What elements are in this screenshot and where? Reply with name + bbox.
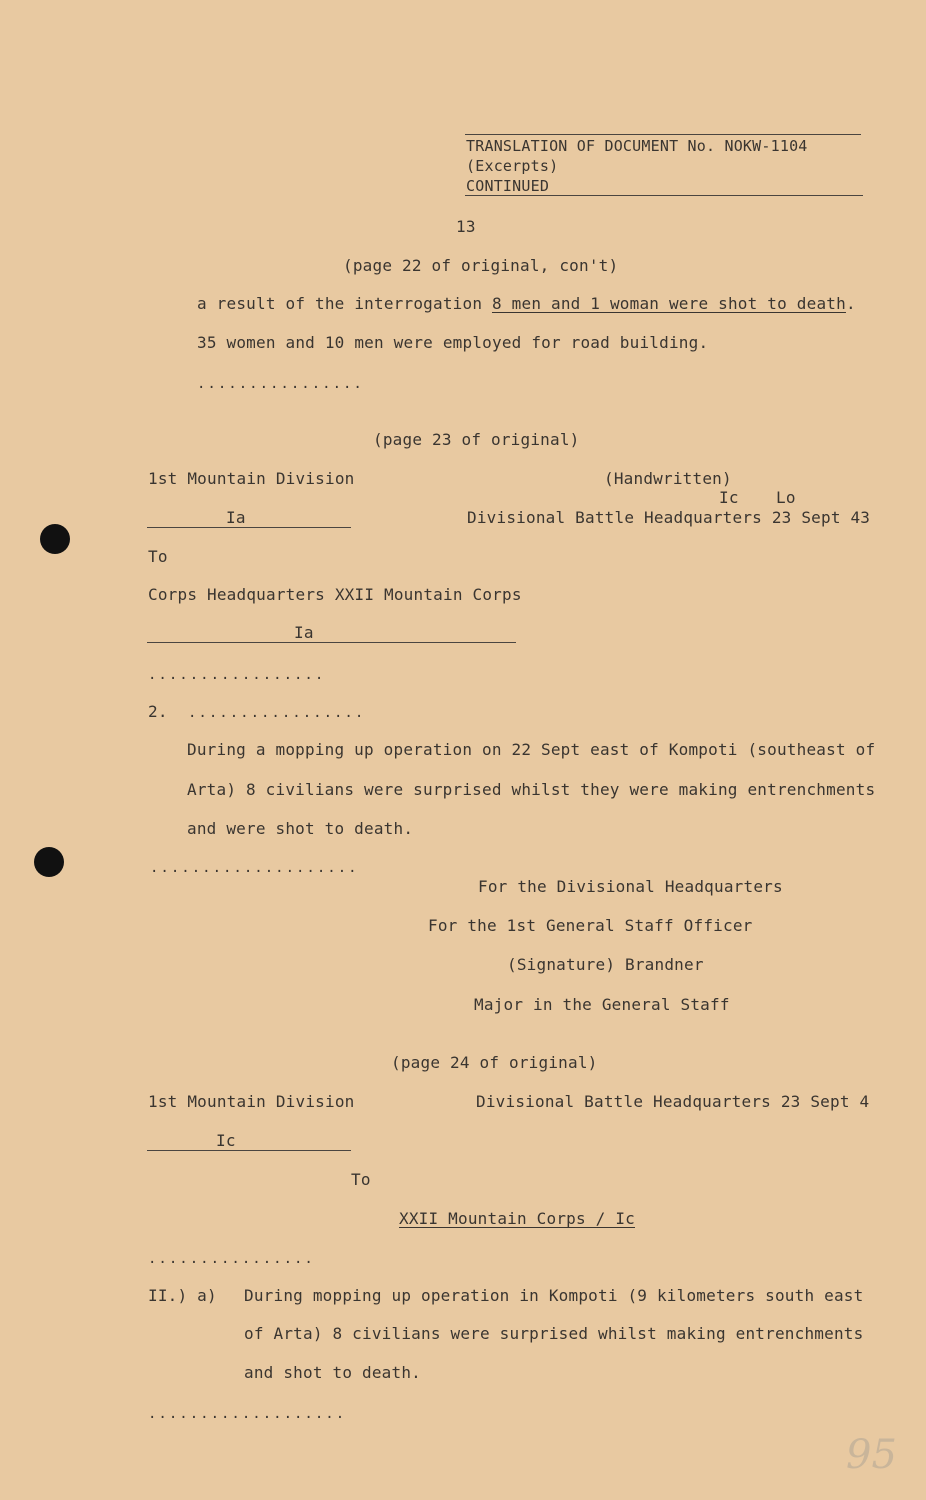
section3-body-line3: and shot to death. [244,1363,421,1382]
section3-from-dept: Ic [216,1131,236,1150]
section1-line1 [197,294,856,313]
section3-from-rule [147,1150,351,1151]
signature-line1: For the Divisional Headquarters [478,877,783,896]
section3-to-unit: XXII Mountain Corps / Ic [399,1209,635,1228]
section3-to: To [351,1170,371,1189]
section1-ellipsis: ................ [197,376,364,392]
section1-line1-prefix: a result of the interrogation [197,294,492,313]
section3-hq-line: Divisional Battle Headquarters 23 Sept 4 [476,1092,870,1111]
section1-line1-underlined: 8 men and 1 woman were shot to death [491,294,846,313]
section1-line1-suffix: . [845,294,856,313]
section3-body-line2: of Arta) 8 civilians were surprised whilst making entrenchments [244,1324,864,1343]
section2-ellipsis-3: .................... [150,860,359,876]
header-continued: CONTINUED [466,177,550,195]
section2-to-unit: Corps Headquarters XXII Mountain Corps [148,585,522,604]
section2-to: To [148,547,168,566]
section2-body-line2: Arta) 8 civilians were surprised whilst they were making entrenchments [187,780,876,799]
section2-body-line3: and were shot to death. [187,819,414,838]
page-number: 13 [456,217,476,236]
section2-to-rule [147,642,516,643]
section1-line2: 35 women and 10 men were employed for road building. [197,333,709,352]
section2-hq-line: Divisional Battle Headquarters 23 Sept 43 [467,508,871,527]
section2-to-dept: Ia [294,623,314,642]
section3-item-label: II.) a) [148,1286,217,1305]
signature-line3: (Signature) Brandner [507,955,704,974]
section3-from-unit: 1st Mountain Division [148,1092,355,1111]
handwritten-folio-number: 95 [846,1432,897,1478]
section3-body-line1: During mopping up operation in Kompoti (9 kilometers south east [244,1286,864,1305]
signature-line4: Major in the General Staff [474,995,730,1014]
header-excerpts: (Excerpts) [466,157,559,175]
section1-label: (page 22 of original, con't) [343,256,619,275]
header-title: TRANSLATION OF DOCUMENT No. NOKW-1104 [466,137,808,155]
section3-label: (page 24 of original) [391,1053,598,1072]
section2-ellipsis-2: ................. [188,705,366,721]
section2-from-rule [147,527,351,528]
header-bottom-rule [465,195,863,196]
section2-from-dept: Ia [226,508,246,527]
section3-ellipsis-1: ................ [148,1251,315,1267]
section2-ellipsis-1: ................. [148,667,326,683]
header-top-rule [465,134,861,135]
signature-line2: For the 1st General Staff Officer [428,916,753,935]
section2-handwritten-lo: Lo [776,488,796,507]
section2-handwritten-ic: Ic [719,488,739,507]
section2-label: (page 23 of original) [373,430,580,449]
section2-item-number: 2. [148,702,168,721]
section3-ellipsis-2: ................... [148,1406,347,1422]
section2-handwritten-note: (Handwritten) [604,469,732,488]
punch-hole-top [40,524,70,554]
punch-hole-bottom [34,847,64,877]
section2-from-unit: 1st Mountain Division [148,469,355,488]
section2-body-line1: During a mopping up operation on 22 Sept east of Kompoti (southeast of [187,740,876,759]
